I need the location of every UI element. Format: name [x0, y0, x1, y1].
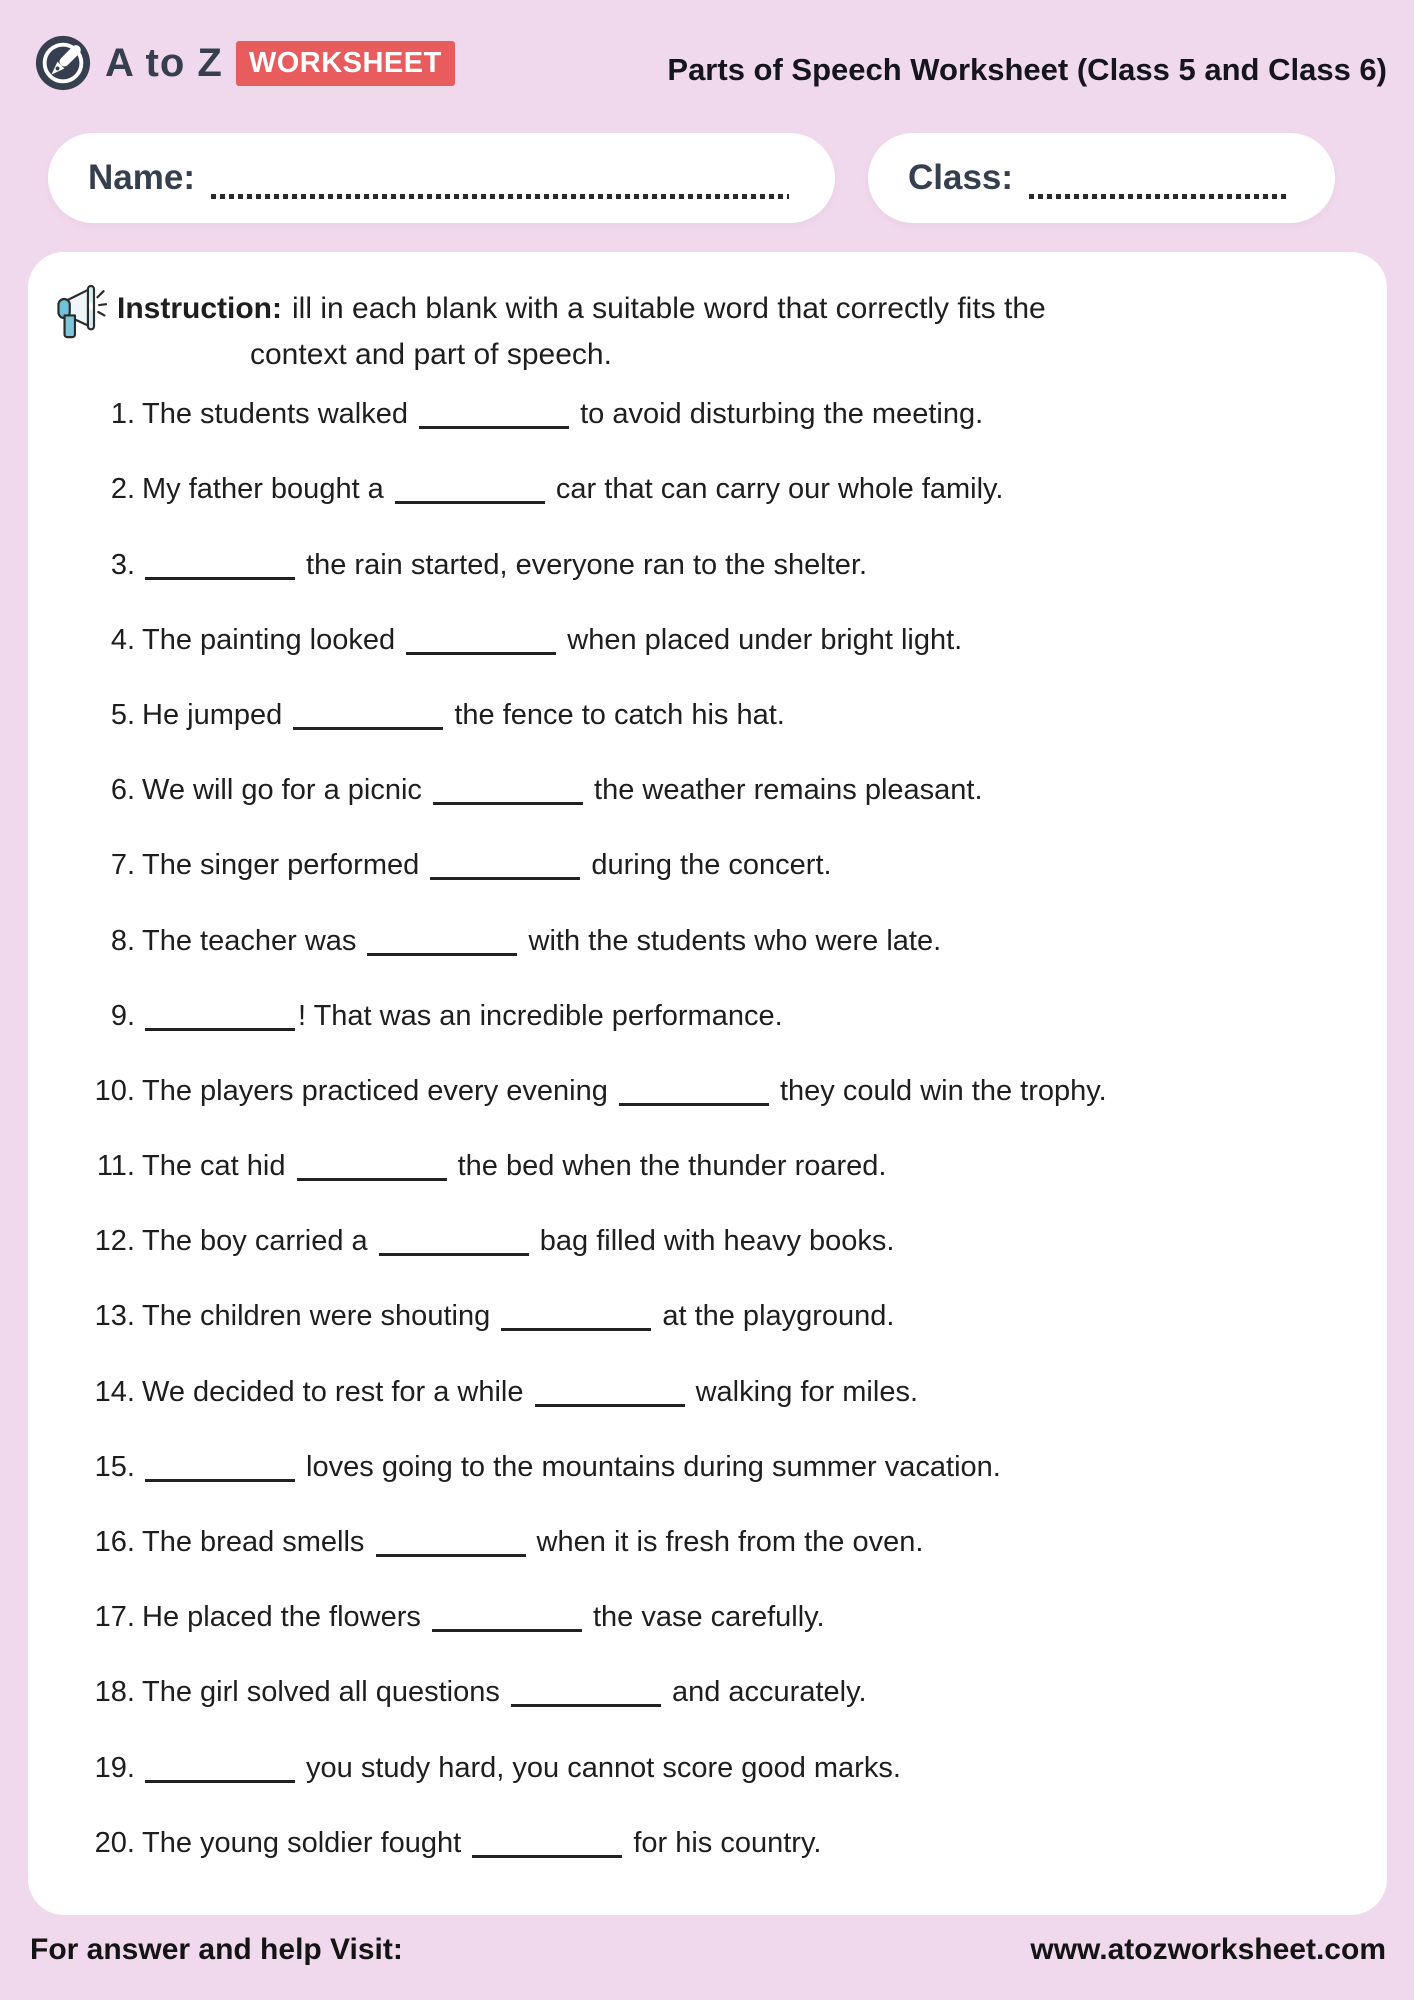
question-number: 3.: [110, 548, 135, 581]
question-number: 4.: [110, 623, 135, 656]
answer-blank[interactable]: [145, 1028, 295, 1031]
answer-blank[interactable]: [367, 953, 517, 956]
question-number: 1.: [110, 398, 135, 431]
question-number: 8.: [110, 924, 135, 957]
pen-logo-icon: [34, 34, 92, 92]
question-row: [28, 1655, 1387, 1730]
answer-blank[interactable]: [430, 877, 580, 880]
question-row: [28, 753, 1387, 828]
answer-blank[interactable]: [419, 426, 569, 429]
question-number: 20.: [94, 1826, 135, 1859]
question-text: The children were shouting at the playground.: [142, 1300, 895, 1333]
answer-blank[interactable]: [501, 1328, 651, 1331]
answer-blank[interactable]: [145, 1479, 295, 1482]
answer-blank[interactable]: [472, 1855, 622, 1858]
question-row: [28, 1204, 1387, 1279]
question-number: 12.: [94, 1225, 135, 1258]
answer-blank[interactable]: [145, 577, 295, 580]
question-text: The girl solved all questions and accurately.: [142, 1676, 867, 1709]
question-text: The painting looked when placed under bright light.: [142, 623, 963, 656]
question-text: loves going to the mountains during summer vacation.: [142, 1450, 1001, 1485]
question-number: 17.: [94, 1601, 135, 1634]
question-row: [28, 1580, 1387, 1655]
answer-blank[interactable]: [379, 1253, 529, 1256]
page-title-main: Parts of Speech Worksheet: [667, 52, 1069, 87]
question-text: ! That was an incredible performance.: [142, 999, 783, 1034]
question-row: [28, 452, 1387, 527]
question-number: 9.: [110, 999, 135, 1032]
answer-blank[interactable]: [297, 1178, 447, 1181]
question-row: [28, 828, 1387, 903]
question-row: [28, 1129, 1387, 1204]
question-text: the rain started, everyone ran to the shelter.: [142, 548, 867, 583]
brand-name: A to Z: [105, 40, 223, 85]
question-number: 10.: [94, 1074, 135, 1107]
question-text: The boy carried a bag filled with heavy books.: [142, 1225, 895, 1258]
brand-logo: [34, 34, 455, 92]
instruction-label: Instruction:: [117, 292, 282, 325]
question-text: The young soldier fought for his country.: [142, 1826, 822, 1859]
question-text: We will go for a picnic the weather remains pleasant.: [142, 774, 983, 807]
question-text: The cat hid the bed when the thunder roared.: [142, 1150, 887, 1183]
class-label: Class:: [908, 158, 1014, 197]
question-number: 15.: [94, 1450, 135, 1483]
instruction-line2: context and part of speech.: [250, 338, 612, 371]
page-title: [667, 52, 1387, 88]
question-row: [28, 979, 1387, 1054]
questions-list: [28, 377, 1387, 1881]
answer-blank[interactable]: [293, 727, 443, 730]
question-number: 2.: [110, 473, 135, 506]
question-row: [28, 1505, 1387, 1580]
answer-blank[interactable]: [406, 652, 556, 655]
answer-blank[interactable]: [376, 1554, 526, 1557]
name-input-line[interactable]: [211, 194, 789, 199]
question-number: 11.: [96, 1150, 135, 1183]
question-text: you study hard, you cannot score good marks.: [142, 1751, 901, 1786]
question-number: 6.: [110, 774, 135, 807]
name-field: [48, 133, 835, 223]
name-label: Name:: [88, 158, 195, 197]
question-row: [28, 678, 1387, 753]
question-number: 7.: [110, 849, 135, 882]
footer-help-text: For answer and help Visit:: [30, 1933, 403, 1966]
question-text: The students walked to avoid disturbing the meeting.: [142, 398, 984, 431]
class-input-line[interactable]: [1029, 194, 1289, 199]
answer-blank[interactable]: [619, 1103, 769, 1106]
megaphone-icon: [55, 282, 107, 342]
question-row: [28, 527, 1387, 602]
answer-blank[interactable]: [511, 1704, 661, 1707]
question-row: [28, 1730, 1387, 1805]
question-text: The singer performed during the concert.: [142, 849, 832, 882]
question-row: [28, 603, 1387, 678]
instruction-line1: [117, 290, 1046, 328]
question-row: [28, 1279, 1387, 1354]
answer-blank[interactable]: [432, 1629, 582, 1632]
question-row: [28, 903, 1387, 978]
answer-blank[interactable]: [433, 802, 583, 805]
question-number: 14.: [94, 1375, 135, 1408]
question-text: The teacher was with the students who were late.: [142, 924, 942, 957]
question-row: [28, 1354, 1387, 1429]
brand-badge: WORKSHEET: [236, 41, 455, 86]
class-field: [868, 133, 1335, 223]
question-row: [28, 1430, 1387, 1505]
question-text: The players practiced every evening they could win the trophy.: [142, 1074, 1107, 1107]
question-number: 5.: [110, 698, 135, 731]
question-text: The bread smells when it is fresh from the oven.: [142, 1526, 924, 1558]
question-number: 18.: [94, 1676, 135, 1709]
question-number: 13.: [94, 1300, 135, 1333]
question-row: [28, 377, 1387, 452]
footer-website-link[interactable]: www.atozworksheet.com: [1030, 1933, 1386, 1966]
instruction-text1: ill in each blank with a suitable word that correctly fits the: [292, 292, 1046, 325]
answer-blank[interactable]: [145, 1780, 295, 1783]
question-text: He placed the flowers the vase carefully.: [142, 1601, 825, 1634]
question-number: 16.: [94, 1526, 135, 1558]
worksheet-card: [28, 252, 1387, 1915]
question-text: My father bought a car that can carry our whole family.: [142, 473, 1004, 506]
page-title-suffix: (Class 5 and Class 6): [1076, 52, 1387, 87]
answer-blank[interactable]: [395, 501, 545, 504]
question-text: We decided to rest for a while walking for miles.: [142, 1375, 919, 1408]
question-number: 19.: [94, 1751, 135, 1784]
question-text: He jumped the fence to catch his hat.: [142, 698, 785, 731]
answer-blank[interactable]: [535, 1404, 685, 1407]
question-row: [28, 1806, 1387, 1881]
question-row: [28, 1054, 1387, 1129]
